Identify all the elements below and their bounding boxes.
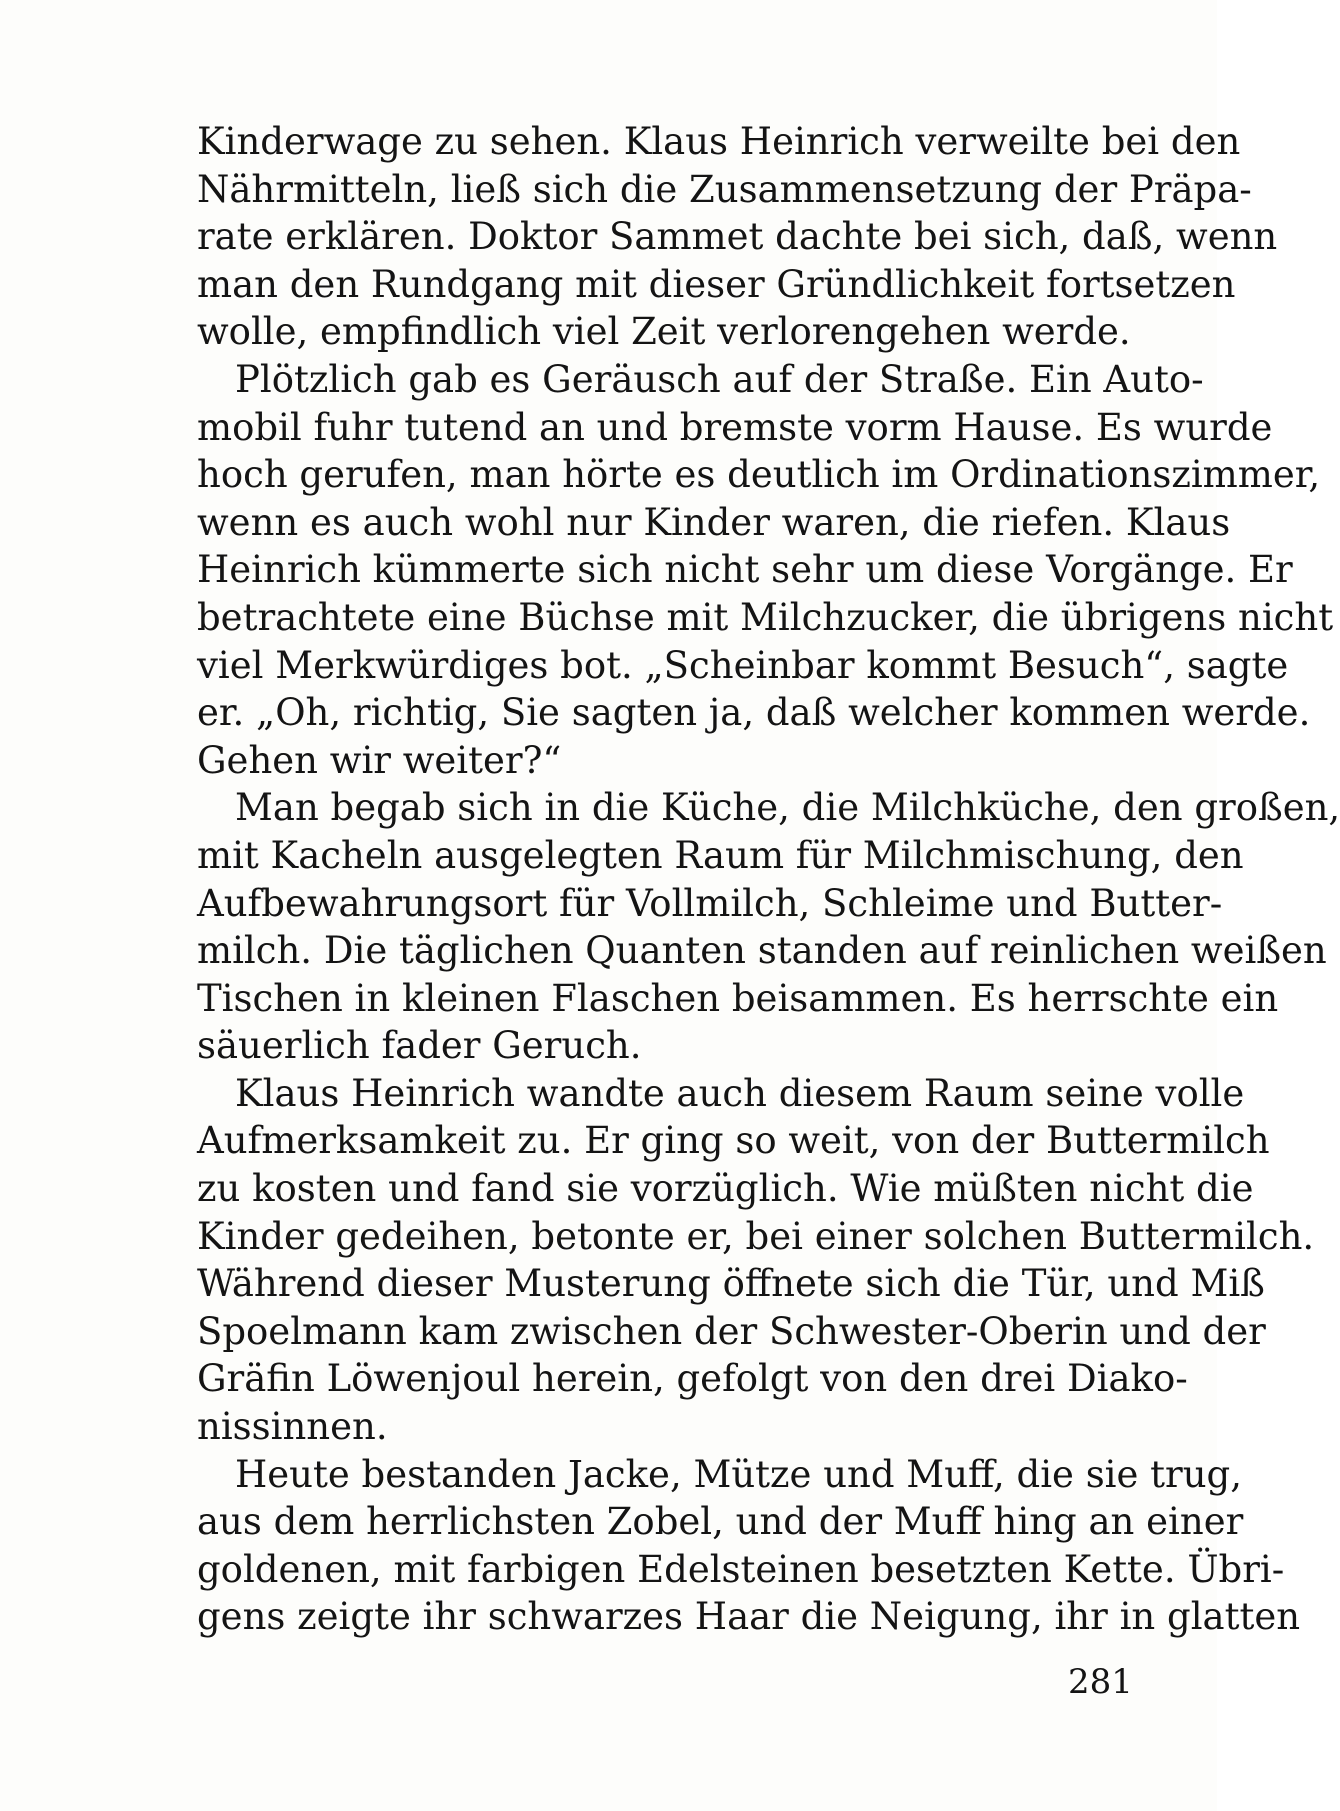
text-line: Plötzlich gab es Geräusch auf der Straße. Ein Auto- — [235, 357, 1204, 401]
paragraph — [197, 1451, 1301, 1641]
text-line: er. „Oh, richtig, Sie sagten ja, daß welcher kommen werde. — [197, 691, 1311, 735]
text-line: man den Rundgang mit dieser Gründlichkeit fortsetzen — [197, 262, 1236, 306]
text-line: gens zeigte ihr schwarzes Haar die Neigung, ihr in glatten — [197, 1595, 1301, 1639]
text-line: aus dem herrlichsten Zobel, und der Muff hing an einer — [197, 1500, 1244, 1544]
text-line: Kinderwage zu sehen. Klaus Heinrich verweilte bei den — [197, 120, 1241, 163]
text-line: goldenen, mit farbigen Edelsteinen besetzten Kette. Übri- — [197, 1547, 1285, 1591]
text-line: Tischen in kleinen Flaschen beisammen. Es herrschte ein — [197, 976, 1279, 1020]
text-line: mobil fuhr tutend an und bremste vorm Hause. Es wurde — [197, 405, 1273, 449]
text-line: viel Merkwürdiges bot. „Scheinbar kommt Besuch“, sagte — [197, 643, 1289, 687]
paragraph — [197, 784, 1340, 1070]
text-line: Kinder gedeihen, betonte er, bei einer solchen Buttermilch. — [197, 1214, 1315, 1258]
text-line: Während dieser Musterung öffnete sich die Tür, und Miß — [197, 1262, 1265, 1306]
body-text — [197, 118, 1340, 1641]
text-line: säuerlich fader Geruch. — [197, 1024, 642, 1068]
paragraph — [197, 356, 1334, 784]
text-line: Spoelmann kam zwischen der Schwester-Oberin und der — [197, 1309, 1266, 1353]
text-line: betrachtete eine Büchse mit Milchzucker, die übrigens nicht — [197, 595, 1334, 639]
text-line: Aufbewahrungsort für Vollmilch, Schleime und Butter- — [197, 881, 1223, 925]
text-line: rate erklären. Doktor Sammet dachte bei sich, daß, wenn — [197, 215, 1278, 259]
text-line: Klaus Heinrich wandte auch diesem Raum seine volle — [235, 1071, 1245, 1115]
text-line: wenn es auch wohl nur Kinder waren, die riefen. Klaus — [197, 500, 1231, 544]
text-line: wolle, empfindlich viel Zeit verlorengehen werde. — [197, 310, 1131, 354]
text-line: nissinnen. — [197, 1405, 388, 1449]
text-line: Heinrich kümmerte sich nicht sehr um diese Vorgänge. Er — [197, 548, 1293, 592]
text-line: Heute bestanden Jacke, Mütze und Muff, die sie trug, — [235, 1452, 1243, 1496]
text-line: Man begab sich in die Küche, die Milchküche, den großen, — [235, 786, 1340, 830]
text-line: Nährmitteln, ließ sich die Zusammensetzung der Präpa- — [197, 167, 1252, 211]
paragraph — [197, 118, 1278, 356]
text-line: Gehen wir weiter?“ — [197, 738, 562, 782]
paragraph — [197, 1070, 1315, 1451]
page-number: 281 — [1068, 1662, 1133, 1702]
text-line: hoch gerufen, man hörte es deutlich im Ordinationszimmer, — [197, 453, 1321, 497]
text-line: Aufmerksamkeit zu. Er ging so weit, von der Buttermilch — [197, 1119, 1270, 1163]
text-line: mit Kacheln ausgelegten Raum für Milchmischung, den — [197, 833, 1244, 877]
text-line: Gräfin Löwenjoul herein, gefolgt von den drei Diako- — [197, 1357, 1188, 1401]
text-line: milch. Die täglichen Quanten standen auf reinlichen weißen — [197, 929, 1327, 973]
text-line: zu kosten und fand sie vorzüglich. Wie müßten nicht die — [197, 1167, 1254, 1211]
